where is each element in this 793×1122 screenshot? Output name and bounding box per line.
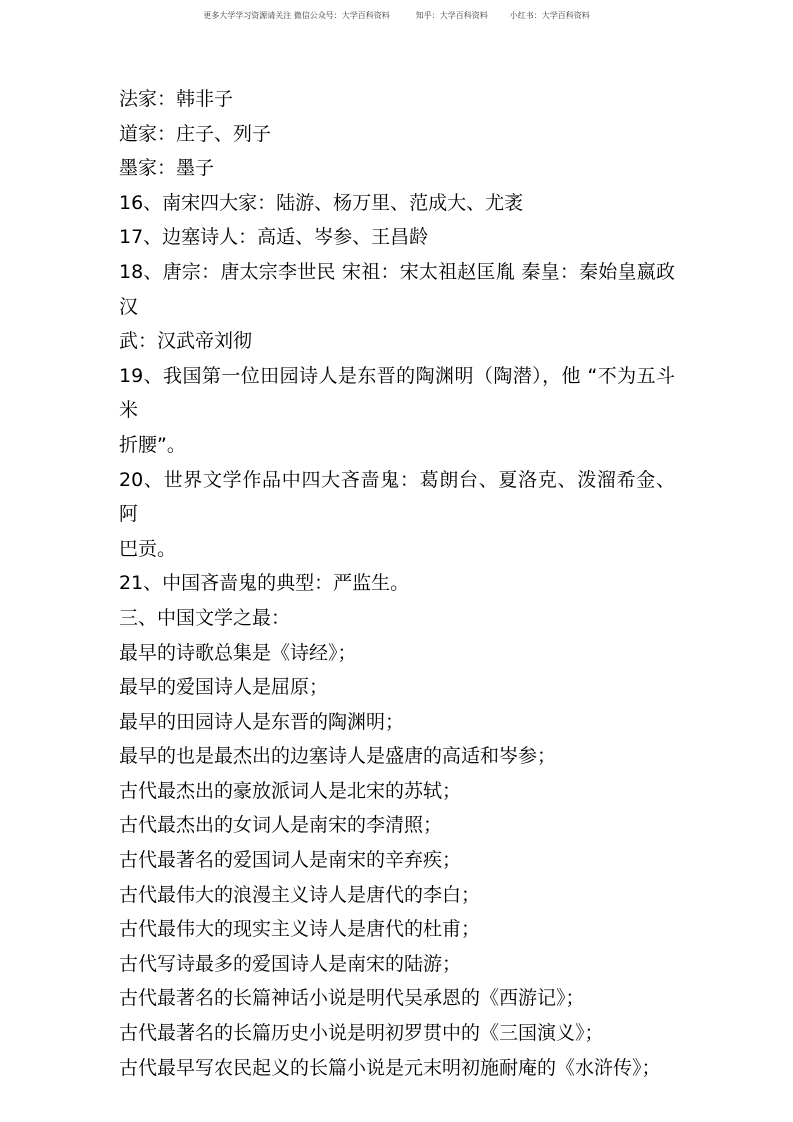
text-line: 武：汉武帝刘彻 — [119, 330, 253, 353]
text-line: 道家：庄子、列子 — [119, 122, 272, 145]
text-line: 古代最杰出的女词人是南宋的李清照； — [119, 814, 443, 837]
text-line: 古代最著名的长篇神话小说是明代吴承恩的《西游记》； — [119, 987, 585, 1010]
header-wechat: 更多大学学习资源请关注 微信公众号：大学百科资料 — [203, 11, 390, 20]
text-line: 古代最著名的爱国词人是南宋的辛弃疾； — [119, 849, 462, 872]
text-line: 折腰”。 — [119, 433, 186, 456]
text-line: 古代最杰出的豪放派词人是北宋的苏轼； — [119, 779, 462, 802]
text-line: 最早的爱国诗人是屈原； — [119, 676, 329, 699]
text-line: 古代最伟大的浪漫主义诗人是唐代的李白； — [119, 883, 481, 906]
text-line: 18、唐宗：唐太宗李世民 宋祖：宋太祖赵匡胤 秦皇：秦始皇嬴政 汉 — [119, 260, 675, 318]
text-line: 最早的也是最杰出的边塞诗人是盛唐的高适和岑参； — [119, 745, 557, 768]
document-body — [119, 82, 679, 1085]
header-xiaohongshu: 小红书：大学百科资料 — [509, 11, 590, 20]
text-line: 古代最著名的长篇历史小说是明初罗贯中的《三国演义》； — [119, 1022, 604, 1045]
text-line: 17、边塞诗人：高适、岑参、王昌龄 — [119, 226, 429, 249]
text-line: 古代最早写农民起义的长篇小说是元末明初施耐庵的《水浒传》； — [119, 1056, 661, 1079]
text-line: 法家：韩非子 — [119, 88, 234, 110]
text-line: 墨家：墨子 — [119, 157, 215, 180]
text-line: 古代最伟大的现实主义诗人是唐代的杜甫； — [119, 918, 481, 941]
text-line: 巴贡。 — [119, 537, 177, 560]
text-line: 最早的田园诗人是东晋的陶渊明； — [119, 710, 405, 733]
text-line: 20、世界文学作品中四大吝啬鬼：葛朗台、夏洛克、泼溜希金、阿 — [119, 468, 675, 526]
header-zhihu: 知乎：大学百科资料 — [415, 11, 488, 20]
text-line: 古代写诗最多的爱国诗人是南宋的陆游； — [119, 952, 462, 975]
page-header — [0, 10, 793, 21]
text-line: 21、中国吝啬鬼的典型：严监生。 — [119, 572, 410, 595]
text-line: 16、南宋四大家：陆游、杨万里、范成大、尤袤 — [119, 191, 524, 214]
text-line: 19、我国第一位田园诗人是东晋的陶渊明（陶潜），他 “不为五斗米 — [119, 364, 675, 422]
text-line: 最早的诗歌总集是《诗经》； — [119, 641, 357, 664]
section-heading: 三、中国文学之最： — [119, 606, 291, 629]
